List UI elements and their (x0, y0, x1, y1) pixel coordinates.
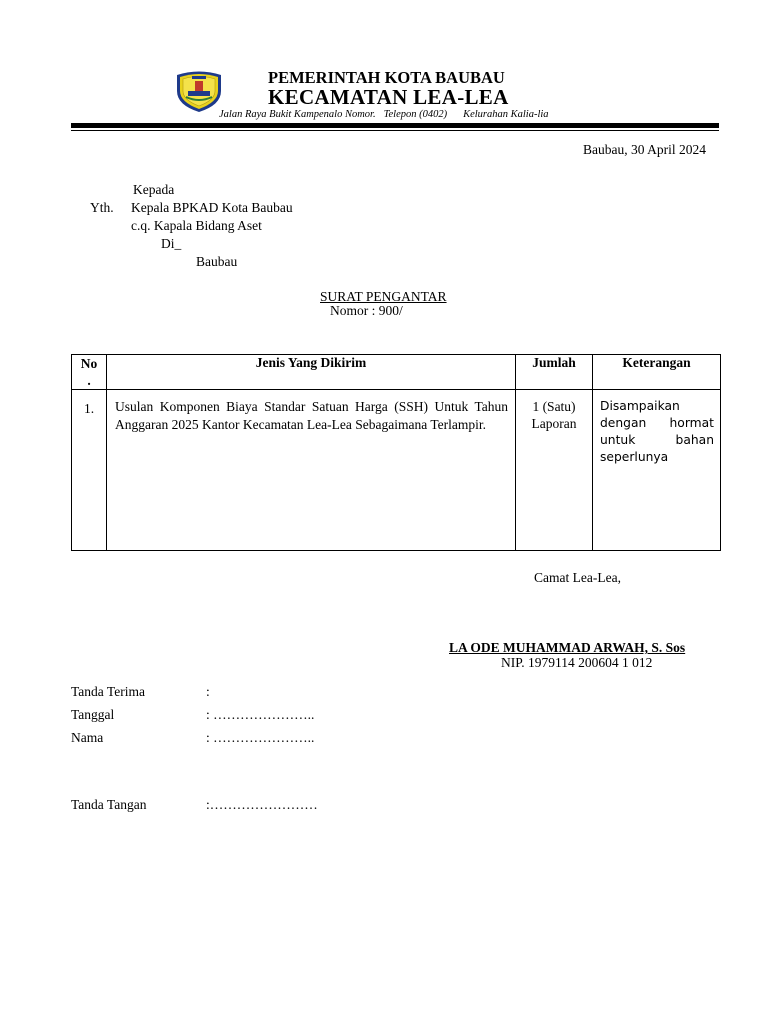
cell-jenis: Usulan Komponen Biaya Standar Satuan Harga (SSH) Untuk Tahun Anggaran 2025 Kantor Kecamatan Lea-Lea Sebagaimana Terlampir. (107, 390, 516, 551)
cell-keterangan (593, 390, 721, 551)
ket-line1: Disampaikan (600, 399, 680, 413)
header-no-line2: . (87, 373, 91, 388)
letter-number: Nomor : 900/ (330, 303, 403, 318)
ket-line3: untuk bahan (600, 433, 714, 447)
ket-line4: seperlunya (600, 450, 669, 464)
nama-value: : ………………….. (206, 730, 315, 745)
district-title: KECAMATAN LEA-LEA (268, 85, 509, 109)
header-no (72, 355, 107, 390)
address-street: Jalan Raya Bukit Kampenalo Nomor. (219, 109, 376, 120)
recipient-line2: c.q. Kapala Bidang Aset (131, 218, 262, 233)
address-phone: Telepon (0402) (383, 109, 448, 120)
header-keterangan: Keterangan (593, 355, 721, 390)
header-jumlah: Jumlah (516, 355, 593, 390)
letter-date: Baubau, 30 April 2024 (583, 142, 706, 157)
recipient-di: Di_ (161, 236, 182, 251)
nama-label: Nama (71, 730, 104, 745)
letterhead-address (219, 109, 549, 120)
header-jenis: Jenis Yang Dikirim (107, 355, 516, 390)
table-row (72, 390, 721, 551)
header-no-line1: No (80, 356, 98, 371)
letterhead-divider-thin (71, 130, 719, 131)
address-kelurahan: Kelurahan Kalia-lia (463, 109, 549, 120)
recipient-city: Baubau (196, 254, 238, 269)
table-header-row (72, 355, 721, 390)
government-title: PEMERINTAH KOTA BAUBAU (268, 68, 505, 87)
cell-no: 1. (72, 390, 107, 551)
letterhead-divider-thick (71, 123, 719, 128)
tanda-terima-label: Tanda Terima (71, 684, 145, 699)
tanggal-label: Tanggal (71, 707, 115, 722)
letter-title: SURAT PENGANTAR (320, 289, 447, 304)
signatory-position: Camat Lea-Lea, (534, 570, 621, 585)
items-table (71, 354, 721, 551)
tanda-terima-value: : (206, 684, 210, 699)
recipient-kepada: Kepada (133, 182, 175, 197)
recipient-line1: Kepala BPKAD Kota Baubau (131, 200, 293, 215)
tanda-tangan-value: :…………………… (206, 797, 318, 812)
jumlah-line1: 1 (Satu) (532, 399, 576, 414)
tanggal-value: : ………………….. (206, 707, 315, 722)
jumlah-line2: Laporan (531, 416, 577, 431)
tanda-tangan-label: Tanda Tangan (71, 797, 147, 812)
signatory-name: LA ODE MUHAMMAD ARWAH, S. Sos (449, 640, 686, 655)
recipient-yth: Yth. (90, 200, 114, 215)
cell-jumlah (516, 390, 593, 551)
ket-line2: dengan hormat (600, 416, 714, 430)
city-emblem-logo (174, 69, 224, 113)
signatory-nip: NIP. 1979114 200604 1 012 (501, 655, 653, 670)
